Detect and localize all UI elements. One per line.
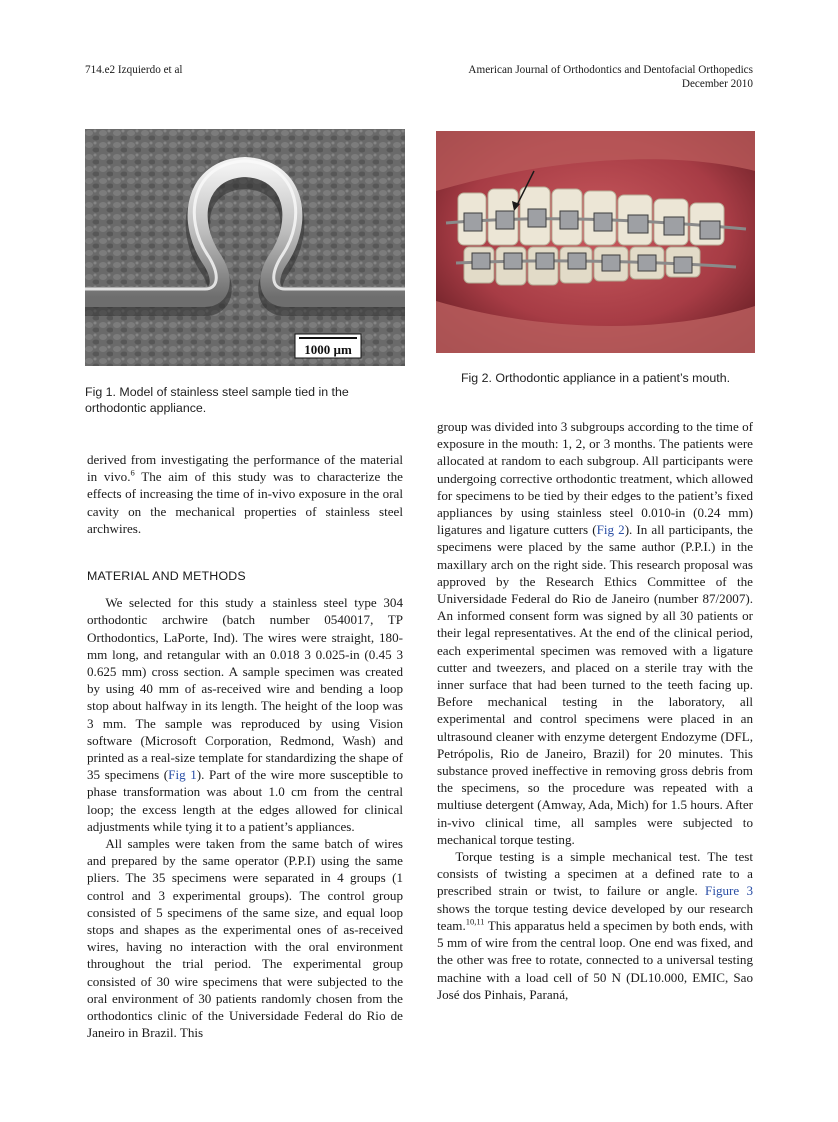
text-run: shows the torque testing device developed by our research team. [437,900,753,933]
figure-3-link[interactable]: Figure 3 [705,883,753,899]
running-header-right [393,63,753,91]
text-run: We selected for this study a stainless steel type 304 orthodontic archwire (batch number 0540017, TP Orthodontics, LaPorte, Ind). The wires were straight, 180-mm long, and retangular with an 0.018 3 0.025-in (0.45 3 0.625 mm) cross section. A sample specimen was created by using 40 mm of as-received wire and bending a loop stop about halfway in its length. The height of the loop was 3 mm. The sample was reproduced by using Vision software (Microsoft Corporation, Redmond, Wash) and printed as a real-size template for standardizing the shape of 35 specimens ( [87,595,403,783]
figure-1-link[interactable]: Fig 1 [168,767,197,783]
section-heading: MATERIAL AND METHODS [87,569,246,584]
figure-2-caption: Fig 2. Orthodontic appliance in a patient’s mouth. [460,371,731,385]
figure-2-link[interactable]: Fig 2 [596,522,625,538]
text-run: This apparatus held a specimen by both ends, with 5 mm of wire from the central loop. One end was fixed, and the other was free to rotate, connected to a universal testing machine with a load cell of 50 N (DL10.000, EMIC, Sao José dos Pinhais, Paraná, [437,917,753,1002]
paragraph [437,848,753,1003]
figure-2-image [436,131,755,353]
text-run: derived from investigating the performance of the material in vivo. [87,452,403,485]
left-column [87,451,403,1042]
text-run: ). Part of the wire more susceptible to phase transformation was about 1.0 cm from the central loop; the excess length at the edges allowed for clinical adjustments while tying it to a patient’s appliances. [87,767,404,834]
issue-date: December 2010 [681,78,753,90]
right-column [437,418,753,1003]
figure-1-caption: Fig 1. Model of stainless steel sample tied in the orthodontic appliance. [85,385,349,415]
paragraph [437,418,753,848]
running-header-left: 714.e2 Izquierdo et al [85,64,183,76]
reference-number: 6 [130,467,135,478]
figure-1-image [85,129,405,366]
paragraph [87,594,403,835]
paragraph [87,451,403,537]
journal-title: American Journal of Orthodontics and Dentofacial Orthopedics [468,64,753,76]
paragraph: All samples were taken from the same batch of wires and prepared by the same operator (P.P.I) using the same pliers. The 35 specimens were separated in 4 groups (1 control and 3 experimental groups). The control group consisted of 5 specimens of the same size, and equal loop stops and shapes as the experimental ones of as-received wires, having no interaction with the oral environment throughout the trial period. The experimental group consisted of 30 wire specimens that were subjected to the oral environment of 30 patients randomly chosen from the orthodontics clinic of the Universidade Federal do Rio de Janeiro in Brazil. This [87,836,403,1041]
text-run: group was divided into 3 subgroups according to the time of exposure in the mouth: 1, 2, or 3 months. The patients were allocated at random to each subgroup. All participants were undergoing corrective orthodontic treatment, which allowed for specimens to be tied by their edges to the patient’s fixed appliances by using stainless steel 0.010-in (0.24 mm) ligatures and ligature cutters ( [437,419,753,538]
reference-number: 10,11 [465,916,485,927]
text-run: Torque testing is a simple mechanical test. The test consists of twisting a specimen at a defined rate to a prescribed strain or twist, to failure or angle. [437,849,753,899]
scale-bar-label: 1000 µm [304,342,352,357]
text-run: ). In all participants, the specimens were placed by the same author (P.P.I.) in the maxillary arch on the right side. This research proposal was approved by the Research Ethics Committee of the Universidade Federal do Rio de Janeiro (number 87/2007). An informed consent form was signed by all 30 patients or their legal representatives. At the end of the clinical period, each experimental specimen was removed with a ligature cutter and tweezers, and placed on a sterile tray with the inner surface that had been turned to the teeth facing up. Before mechanical testing in the laboratory, all experimental and control specimens were placed in an ultrasound cleaner with enzyme detergent Endozyme (DFL, Petrópolis, Rio de Janeiro, Brazil) for 20 minutes. This substance proved ineffective in removing gross debris from the specimens, so the procedure was repeated with a multiuse detergent (Amway, Ada, Mich) for 1.5 hours. After in-vivo clinical time, all samples were subjected to mechanical torque testing. [437,522,753,847]
text-run: The aim of this study was to characterize the effects of increasing the time of in-vivo exposure in the oral cavity on the mechanical properties of stainless steel archwires. [87,469,403,536]
